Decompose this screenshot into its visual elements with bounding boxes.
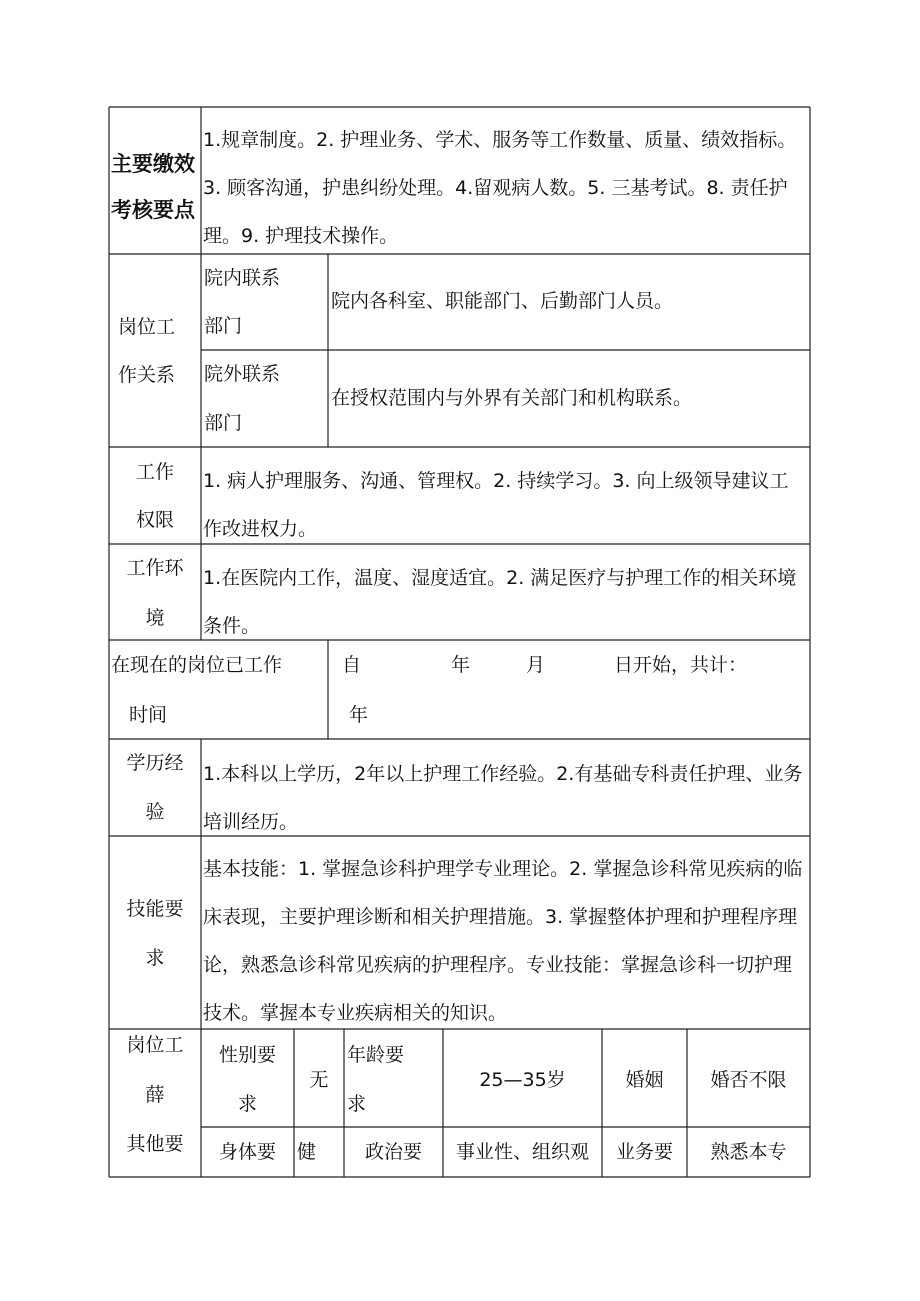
tenure-label-line1: 在现在的岗位已工作 [111,654,283,676]
gender-label-line1: 性别要 [218,1044,276,1066]
tenure-label-line2: 时间 [129,704,168,726]
authority-text: 1. 病人护理服务、沟通、管理权。2. 持续学习。3. 向上级领导建议工作改进权力。 [203,470,789,540]
education-label-line1: 学历经 [126,752,184,774]
business-label: 业务要 [615,1141,673,1163]
marriage-value: 婚否不限 [710,1069,787,1091]
authority-label-line2: 权限 [135,509,174,531]
kpi-label-line1: 主要缴效 [111,152,195,176]
skills-text: 基本技能：1. 掌握急诊科护理学专业理论。2. 掌握急诊科常见疾病的临床表现，主要护理诊断和相关护理措施。3. 掌握整体护理和护理程序理论，熟悉急诊科常见疾病的护理程序。专业技能：掌握急诊科一切护理技术。掌握本专业疾病相关的知识。 [203,858,803,1024]
environment-label-line1: 工作环 [126,557,184,579]
health-label: 身体要 [218,1141,276,1163]
tenure-from: 自 [342,654,362,676]
tenure-day-total: 日开始，共计： [614,654,748,676]
gender-label-line2: 求 [237,1093,257,1115]
internal-contact-label-line1: 院内联系 [204,267,281,289]
tenure-year: 年 [451,654,471,676]
tenure-years: 年 [349,704,369,726]
external-contact-value: 在授权范围内与外界有关部门和机构联系。 [331,387,693,409]
external-contact-label-line1: 院外联系 [204,363,281,385]
health-value: 健 [297,1141,317,1163]
education-label-line2: 验 [145,801,165,823]
internal-contact-value: 院内各科室、职能部门、后勤部门人员。 [331,290,674,312]
external-contact-label-line2: 部门 [204,412,243,434]
business-value: 熟悉本专 [710,1141,787,1163]
education-text: 1.本科以上学历，2年以上护理工作经验。2.有基础专科责任护理、业务培训经历。 [203,763,803,833]
other-label-line3: 其他要 [126,1133,184,1155]
age-label-line1: 年龄要 [347,1044,405,1066]
other-label-line1: 岗位工 [126,1034,184,1056]
marriage-label: 婚姻 [625,1069,664,1091]
gender-value: 无 [309,1069,329,1091]
relations-label-line2: 作关系 [118,364,176,386]
kpi-text: 1.规章制度。2. 护理业务、学术、服务等工作数量、质量、绩效指标。3. 顾客沟通，护患纠纷处理。4.留观病人数。5. 三基考试。8. 责任护理。9. 护理技术操作。 [203,129,797,247]
age-label-line2: 求 [347,1093,367,1115]
skills-label-line1: 技能要 [126,898,184,920]
tenure-month: 月 [526,654,546,676]
skills-label-line2: 求 [145,947,165,969]
age-value: 25—35岁 [479,1069,566,1091]
political-label: 政治要 [364,1141,422,1163]
kpi-label-line2: 考核要点 [111,198,195,222]
other-label-line2: 薛 [145,1084,165,1106]
political-value: 事业性、组织观 [455,1141,589,1163]
internal-contact-label-line2: 部门 [204,315,243,337]
environment-text: 1.在医院内工作，温度、湿度适宜。2. 满足医疗与护理工作的相关环境条件。 [203,567,797,637]
authority-label-line1: 工作 [135,461,174,483]
environment-label-line2: 境 [145,607,165,629]
relations-label-line1: 岗位工 [118,316,176,338]
